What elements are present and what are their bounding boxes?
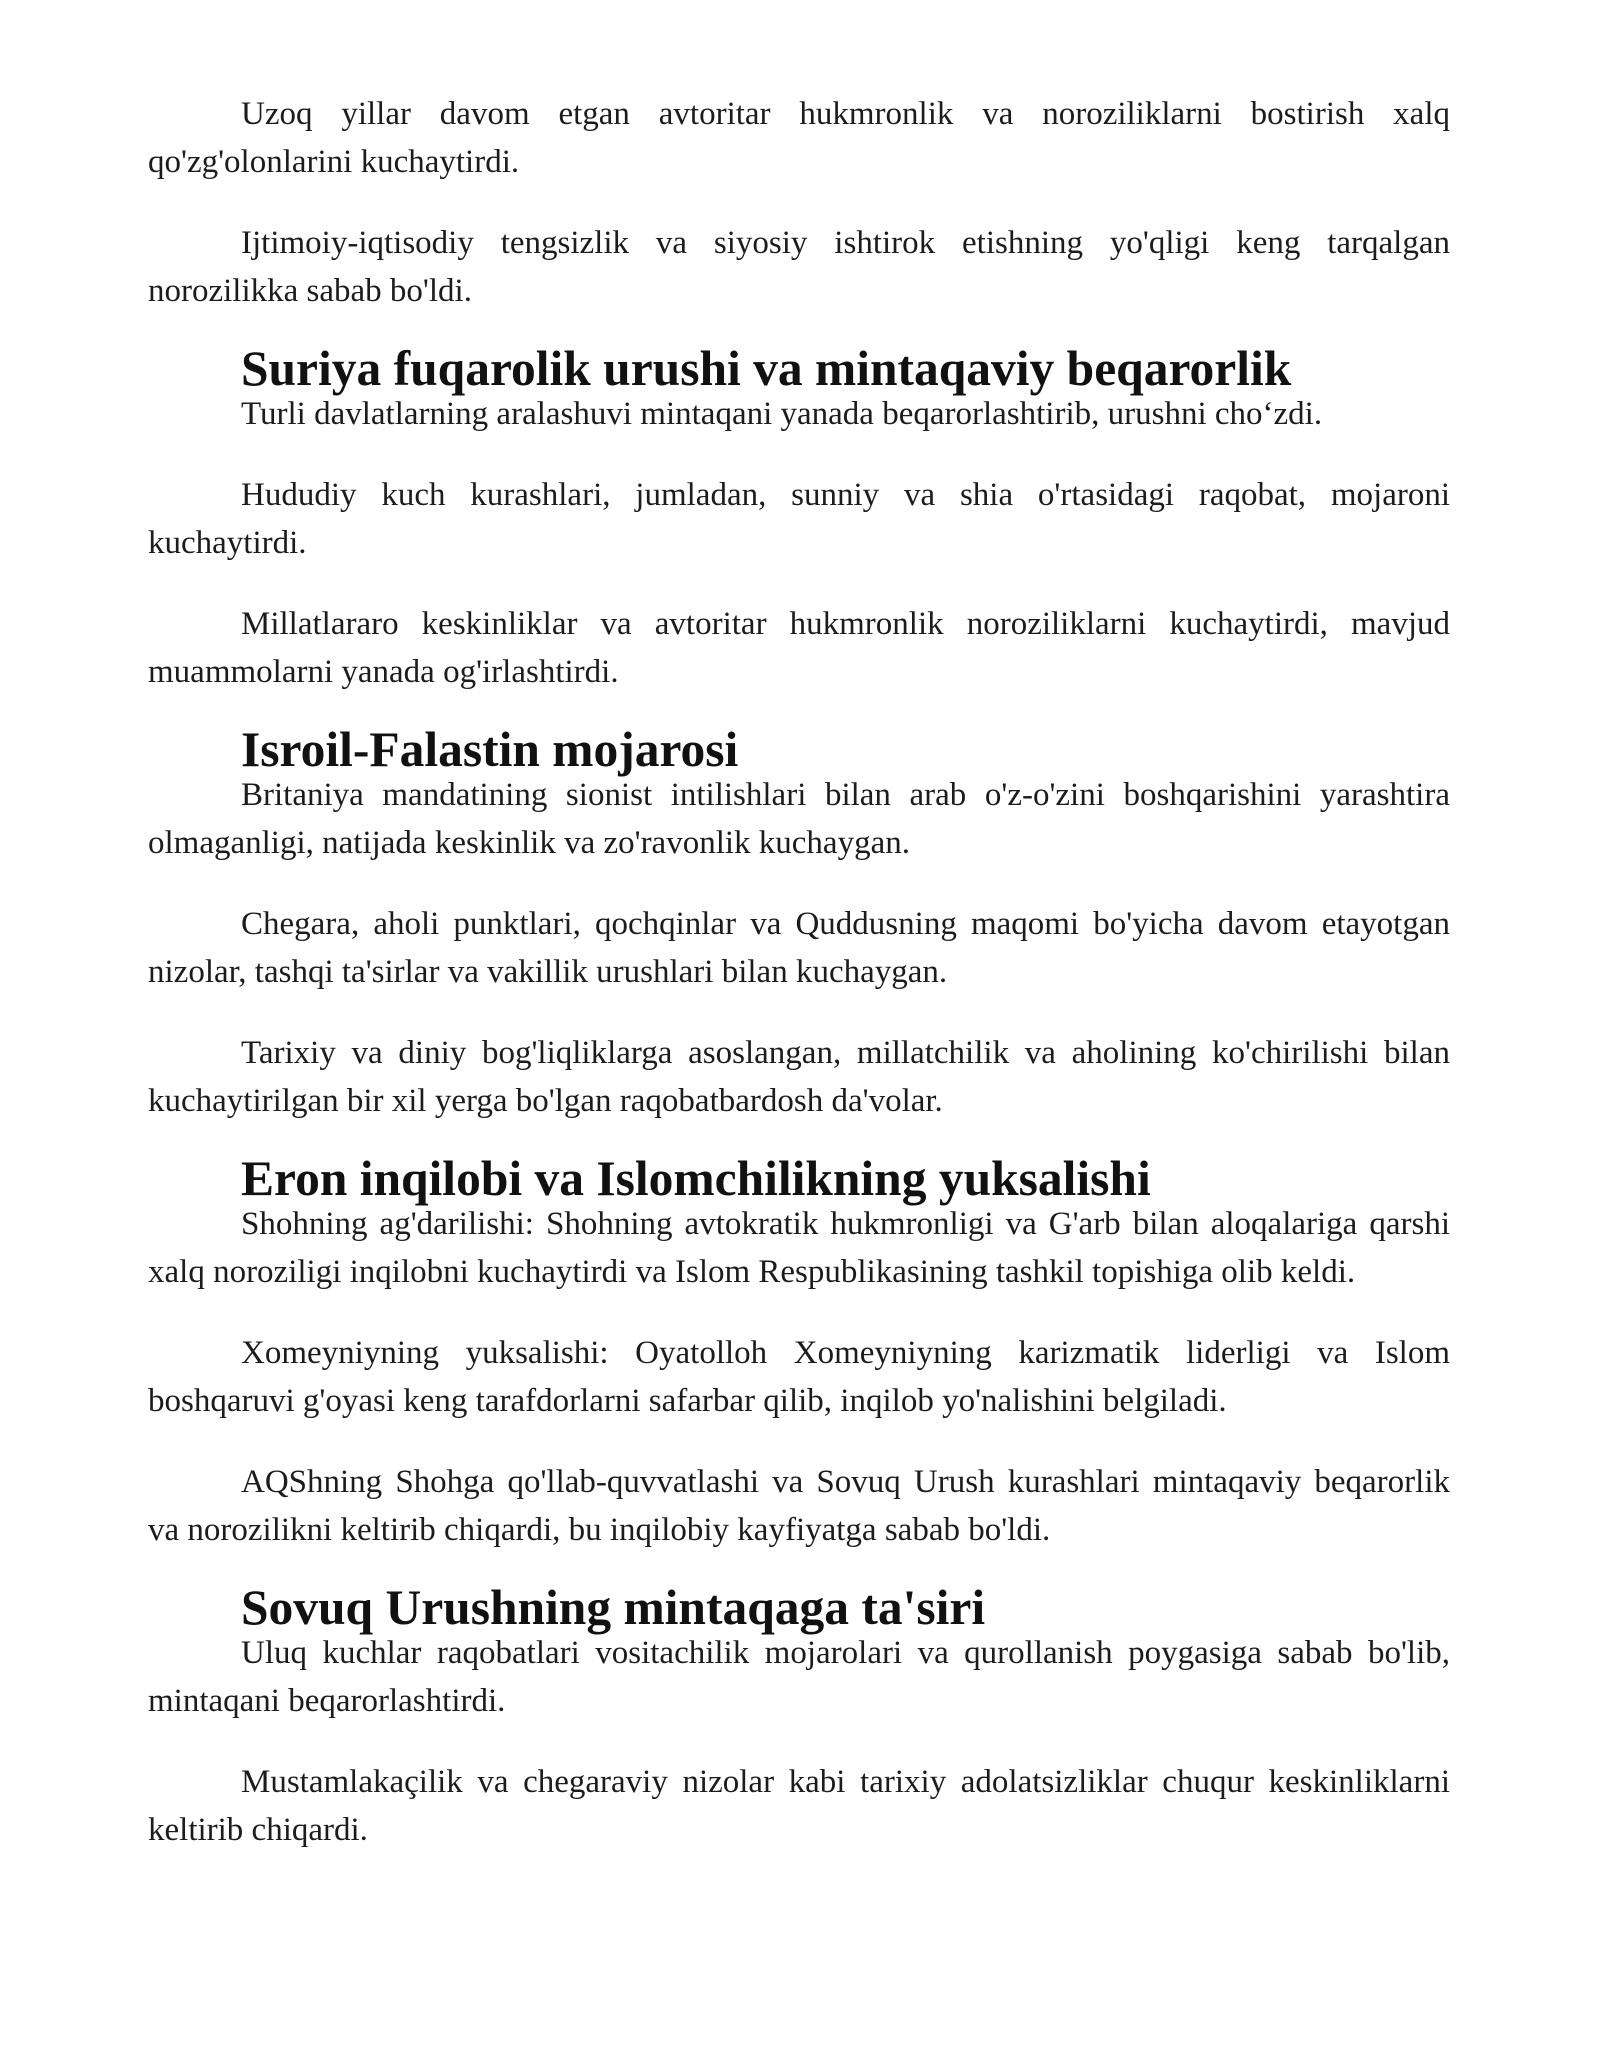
section-title: Eron inqilobi va Islomchilikning yuksalishi: [241, 1151, 1151, 1206]
document-page: [148, 90, 1450, 1887]
section-paragraph: Turli davlatlarning aralashuvi mintaqani yanada beqarorlashtirib, urushni cho‘zdi.: [241, 396, 1323, 432]
section-paragraph: Tarixiy va diniy bog'liqliklarga asoslangan, millatchilik va aholining ko'chirilishi bilan kuchaytirilgan bir xil yerga bo'lgan raqobatbardosh da'volar.: [148, 1035, 1450, 1119]
section-title: Isroil-Falastin mojarosi: [241, 722, 739, 777]
section-paragraph: Xomeyniyning yuksalishi: Oyatolloh Xomeyniyning karizmatik liderligi va Islom boshqaruvi g'oyasi keng tarafdorlarni safarbar qilib, inqilob yo'nalishini belgiladi.: [148, 1335, 1450, 1419]
section-title: Suriya fuqarolik urushi va mintaqaviy beqarorlik: [241, 341, 1292, 396]
section-iran-revolution: [148, 1151, 1450, 1554]
section-paragraph: Britaniya mandatining sionist intilishlari bilan arab o'z-o'zini boshqarishini yarashtira olmaganligi, natijada keskinlik va zo'ravonlik kuchaygan.: [148, 777, 1450, 861]
section-paragraph: Hududiy kuch kurashlari, jumladan, sunniy va shia o'rtasidagi raqobat, mojaroni kuchaytirdi.: [148, 477, 1450, 561]
section-paragraph: AQShning Shohga qo'llab-quvvatlashi va Sovuq Urush kurashlari mintaqaviy beqarorlik va norozilikni keltirib chiqardi, bu inqilobiy kayfiyatga sabab bo'ldi.: [148, 1464, 1450, 1548]
section-title: Sovuq Urushning mintaqaga ta'siri: [241, 1580, 986, 1635]
intro-paragraph: Uzoq yillar davom etgan avtoritar hukmronlik va noroziliklarni bostirish xalq qo'zg'olonlarini kuchaytirdi.: [148, 96, 1450, 180]
section-paragraph: Chegara, aholi punktlari, qochqinlar va Quddusning maqomi bo'yicha davom etayotgan nizolar, tashqi ta'sirlar va vakillik urushlari bilan kuchaygan.: [148, 906, 1450, 990]
section-paragraph: Mustamlakaçilik va chegaraviy nizolar kabi tarixiy adolatsizliklar chuqur keskinliklarni keltirib chiqardi.: [148, 1764, 1450, 1848]
section-paragraph: Shohning ag'darilishi: Shohning avtokratik hukmronligi va G'arb bilan aloqalariga qarshi xalq noroziligi inqilobni kuchaytirdi va Islom Respublikasining tashkil topishiga olib keldi.: [148, 1206, 1450, 1290]
section-paragraph: Uluq kuchlar raqobatlari vositachilik mojarolari va qurollanish poygasiga sabab bo'lib, mintaqani beqarorlashtirdi.: [148, 1635, 1450, 1719]
section-syria: [148, 341, 1450, 696]
intro-paragraph: Ijtimoiy-iqtisodiy tengsizlik va siyosiy ishtirok etishning yo'qligi keng tarqalgan norozilikka sabab bo'ldi.: [148, 225, 1450, 309]
section-cold-war: [148, 1580, 1450, 1854]
section-paragraph: Millatlararo keskinliklar va avtoritar hukmronlik noroziliklarni kuchaytirdi, mavjud muammolarni yanada og'irlashtirdi.: [148, 606, 1450, 690]
section-israel-palestine: [148, 722, 1450, 1125]
